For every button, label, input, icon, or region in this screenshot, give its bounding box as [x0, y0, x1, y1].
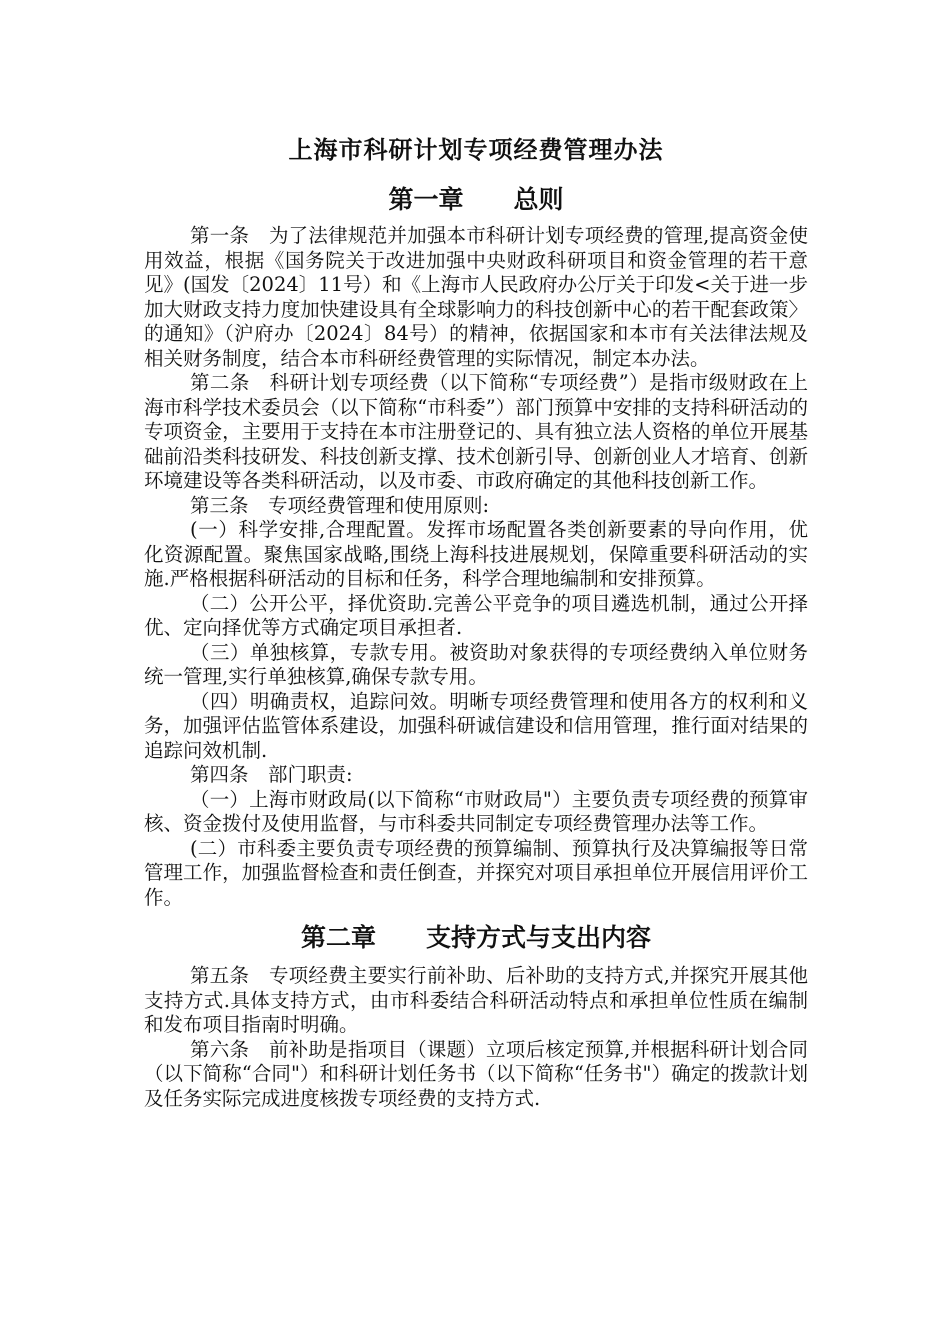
article-4-item-1: （一）上海市财政局(以下简称“市财政局"）主要负责专项经费的预算审核、资金拨付及使用监督，与市科委共同制定专项经费管理办法等工作。: [144, 787, 808, 835]
chapter-2-heading: 第二章 支持方式与支出内容: [300, 923, 651, 952]
article-5: 第五条 专项经费主要实行前补助、后补助的支持方式,并探究开展其他支持方式.具体支持方式，由市科委结合科研活动特点和承担单位性质在编制和发布项目指南时明确。: [144, 964, 808, 1036]
article-3-item-1: (一）科学安排,合理配置。发挥市场配置各类创新要素的导向作用，优化资源配置。聚焦国家战略,围绕上海科技进展规划，保障重要科研活动的实施.严格根据科研活动的目标和任务，科学合理地编制和安排预算。: [144, 518, 808, 590]
article-3-item-2: （二）公开公平，择优资助.完善公平竞争的项目遴选机制，通过公开择优、定向择优等方式确定项目承担者.: [144, 591, 808, 639]
article-3-item-3: （三）单独核算，专款专用。被资助对象获得的专项经费纳入单位财务统一管理,实行单独核算,确保专款专用。: [144, 640, 808, 688]
article-4: 第四条 部门职责:: [190, 763, 353, 786]
chapter-1-heading: 第一章 总则: [388, 185, 564, 214]
article-1: 第一条 为了法律规范并加强本市科研计划专项经费的管理,提高资金使用效益，根据《国务院关于改进加强中央财政科研项目和资金管理的若干意见》(国发〔2024〕11号）和《上海市人民政府办公厅关于印发<关于进一步加大财政支持力度加快建设具有全球影响力的科技创新中心的若干配套政策〉的通知》（沪府办〔2024〕84号）的精神，依据国家和本市有关法律法规及相关财务制度，结合本市科研经费管理的实际情况，制定本办法。: [144, 224, 808, 370]
article-3-item-4: （四）明确责权，追踪问效。明晰专项经费管理和使用各方的权利和义务，加强评估监管体系建设，加强科研诚信建设和信用管理，推行面对结果的追踪问效机制.: [144, 689, 808, 762]
article-2: 第二条 科研计划专项经费（以下简称“专项经费”）是指市级财政在上海市科学技术委员会（以下简称“市科委”）部门预算中安排的支持科研活动的专项资金，主要用于支持在本市注册登记的、具有独立法人资格的单位开展基础前沿类科技研发、科技创新支撑、技术创新引导、创新创业人才培育、创新环境建设等各类科研活动，以及市委、市政府确定的其他科技创新工作。: [144, 371, 808, 492]
article-6: 第六条 前补助是指项目（课题）立项后核定预算,并根据科研计划合同（以下简称“合同"）和科研计划任务书（以下简称“任务书"）确定的拨款计划及任务实际完成进度核拨专项经费的支持方式.: [144, 1037, 808, 1110]
article-3: 第三条 专项经费管理和使用原则:: [190, 493, 490, 517]
article-4-item-2: (二）市科委主要负责专项经费的预算编制、预算执行及决算编报等日常管理工作，加强监督检查和责任倒查，并探究对项目承担单位开展信用评价工作。: [144, 836, 808, 909]
document-title: 上海市科研计划专项经费管理办法: [288, 136, 664, 164]
